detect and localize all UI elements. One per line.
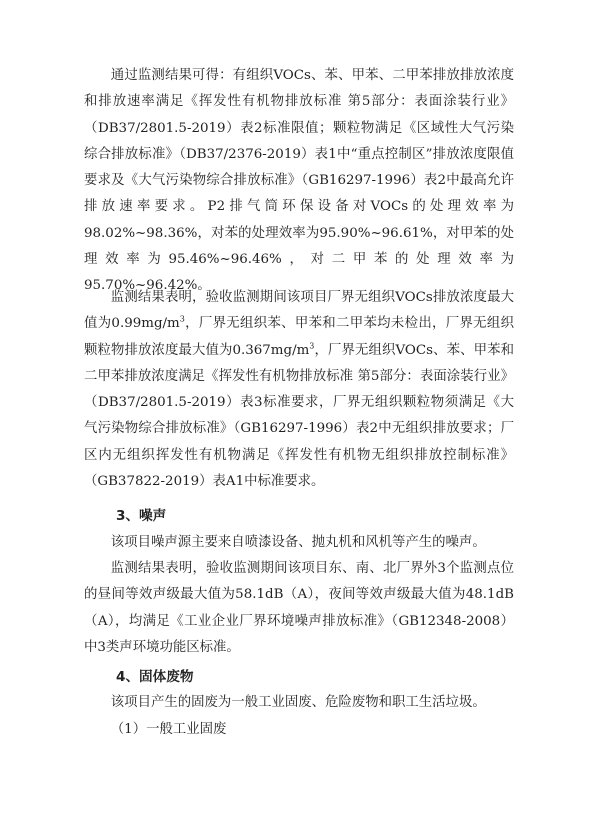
vocs-results-paragraph: 通过监测结果可得：有组织VOCs、苯、甲苯、二甲苯排放排放浓度和排放速率满足《挥发性有机物排放标准 第5部分：表面涂装行业》（DB37/2801.5-2019）表2标准限值；颗粒物满足《区域性大气污染综合排放标准》（DB37/2376-2019）表1中“重点控制区”排放浓度限值要求及《大气污染物综合排放标准》（GB16297-1996）表2中最高允许排放速率要求。P2排气筒环保设备对VOCs的处理效率为98.02%~98.36%，对苯的处理效率为95.90%~96.61%，对甲苯的处理效率为95.46%~96.46%，对二甲苯的处理效率为95.70%~96.42%。: [84, 68, 514, 294]
fugitive-text-part2: ，厂界无组织苯、甲苯和二甲苯均未检出，厂界无组织颗粒物排放浓度最大值为0.367mg/m: [84, 316, 515, 358]
noise-results-paragraph: 监测结果表明，验收监测期间该项目东、南、北厂界外3个监测点位的昼间等效声级最大值为58.1dB（A），夜间等效声级最大值为48.1dB（A），均满足《工业企业厂界环境噪声排放标准》（GB12348-2008）中3类声环境功能区标准。: [84, 561, 514, 655]
general-waste-subheading: （1）一般工业固废: [110, 722, 227, 737]
solid-waste-paragraph: 该项目产生的固废为一般工业固废、危险废物和职工生活垃圾。: [110, 695, 486, 710]
cubic-superscript: 3: [309, 341, 315, 351]
fugitive-emissions-paragraph: [84, 285, 514, 495]
fugitive-text-part3: ，厂界无组织VOCs、苯、甲苯和二甲苯排放浓度满足《挥发性有机物排放标准 第5部分：表面涂装行业》（DB37/2801.5-2019）表3标准要求，厂界无组织颗粒物须满足《大气污染物综合排放标准》（GB16297-1996）表2中无组织排放要求；厂区内无组织挥发性有机物满足《挥发性有机物无组织排放控制标准》（GB37822-2019）表A1中标准要求。: [84, 342, 515, 490]
solid-waste-heading: 4、固体废物: [116, 669, 194, 685]
fugitive-text-part1: 监测结果表明，验收监测期间该项目厂界无组织VOCs排放浓度最大值为0.99mg/m: [84, 290, 514, 332]
noise-source-paragraph: 该项目噪声源主要来自喷漆设备、抛丸机和风机等产生的噪声。: [110, 535, 486, 550]
cubic-superscript: 3: [179, 314, 185, 324]
noise-heading: 3、噪声: [116, 508, 167, 524]
